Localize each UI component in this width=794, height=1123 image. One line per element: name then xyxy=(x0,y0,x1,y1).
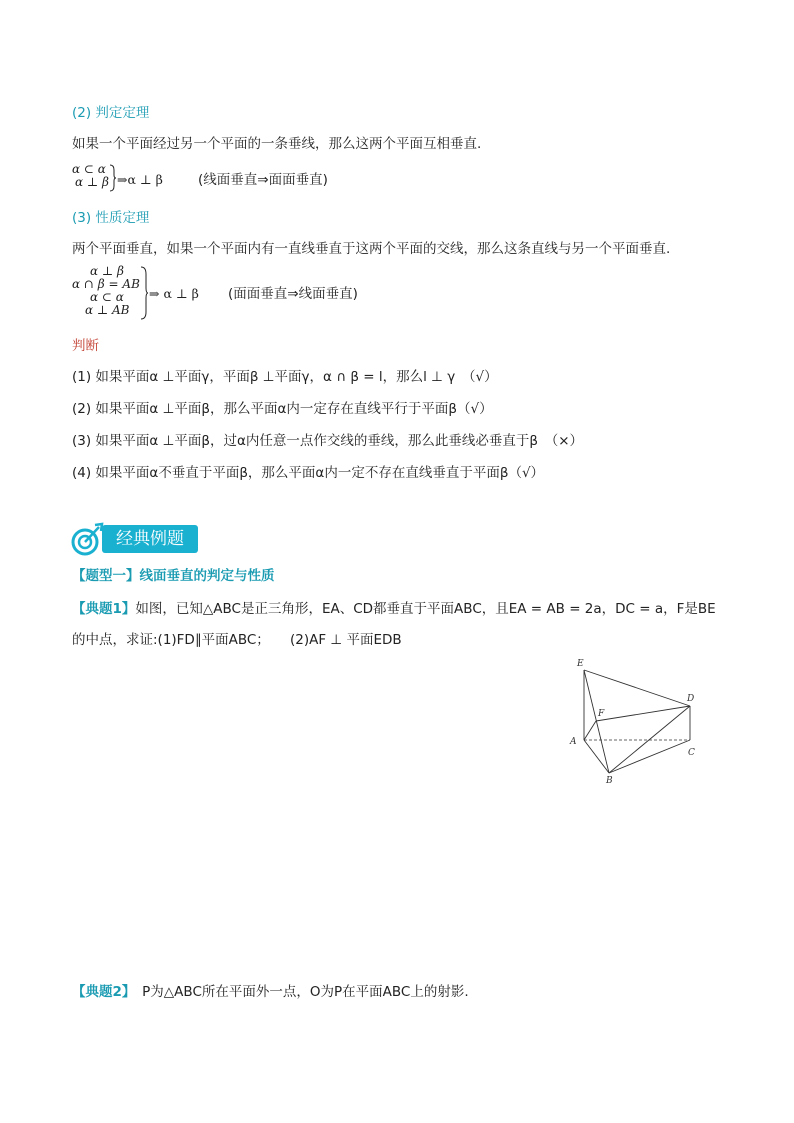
label-B: B xyxy=(606,776,613,786)
section2-cond2: α ⊥ β xyxy=(75,175,109,189)
judge-heading: 判断 xyxy=(72,338,99,354)
type1-heading: 【题型一】线面垂直的判定与性质 xyxy=(72,568,275,584)
example1-line1 xyxy=(72,600,716,618)
section-banner xyxy=(70,522,200,558)
label-C: C xyxy=(688,748,695,758)
section3-brace xyxy=(140,266,149,320)
label-A: A xyxy=(570,737,577,747)
example2-text: P为△ABC所在平面外一点，O为P在平面ABC上的射影. xyxy=(142,984,469,1000)
section3-result: ⇒ α ⊥ β xyxy=(149,286,199,301)
judge-item-3: (3) 如果平面α ⊥平面β，过α内任意一点作交线的垂线，那么此垂线必垂直于β （×） xyxy=(72,433,584,449)
label-D: D xyxy=(687,694,695,704)
section2-cond1: α ⊂ α xyxy=(72,162,106,176)
section2-note: (线面垂直⇒面面垂直) xyxy=(198,172,328,188)
section2-heading: (2) 判定定理 xyxy=(72,105,150,121)
section3-formula xyxy=(72,265,140,317)
section2-formula xyxy=(72,163,109,189)
banner-label: 经典例题 xyxy=(102,525,198,553)
target-arrow-icon xyxy=(70,522,104,558)
example2-line xyxy=(72,983,469,1001)
geometry-figure xyxy=(562,655,712,790)
section2-statement: 如果一个平面经过另一个平面的一条垂线，那么这两个平面互相垂直. xyxy=(72,136,482,152)
section3-statement: 两个平面垂直，如果一个平面内有一直线垂直于这两个平面的交线，那么这条直线与另一个平面垂直. xyxy=(72,241,671,257)
section3-note: (面面垂直⇒线面垂直) xyxy=(228,286,358,302)
section3-cond1: α ⊥ β xyxy=(90,264,124,278)
section3-cond3: α ⊂ α xyxy=(90,290,124,304)
section3-heading: (3) 性质定理 xyxy=(72,210,150,226)
judge-item-1: (1) 如果平面α ⊥平面γ，平面β ⊥平面γ，α ∩ β = l，那么l ⊥ γ （√） xyxy=(72,369,498,385)
judge-item-4: (4) 如果平面α不垂直于平面β，那么平面α内一定不存在直线垂直于平面β（√） xyxy=(72,465,545,481)
section2-result: ⇒α ⊥ β xyxy=(117,172,163,187)
section3-cond4: α ⊥ AB xyxy=(85,303,130,317)
label-F: F xyxy=(598,709,605,719)
label-E: E xyxy=(577,659,584,669)
geometry-figure-svg xyxy=(562,655,712,790)
section3-cond2: α ∩ β = AB xyxy=(72,277,140,291)
example1-tag: 【典题1】 xyxy=(72,601,136,617)
judge-item-2: (2) 如果平面α ⊥平面β，那么平面α内一定存在直线平行于平面β（√） xyxy=(72,401,493,417)
example1-line2: 的中点，求证:(1)FD∥平面ABC； (2)AF ⊥ 平面EDB xyxy=(72,632,402,648)
example1-text1: 如图，已知△ABC是正三角形，EA、CD都垂直于平面ABC，且EA = AB = 2a，DC = a，F是BE xyxy=(135,601,716,617)
section2-brace xyxy=(109,164,117,192)
example2-tag: 【典题2】 xyxy=(72,984,129,1000)
